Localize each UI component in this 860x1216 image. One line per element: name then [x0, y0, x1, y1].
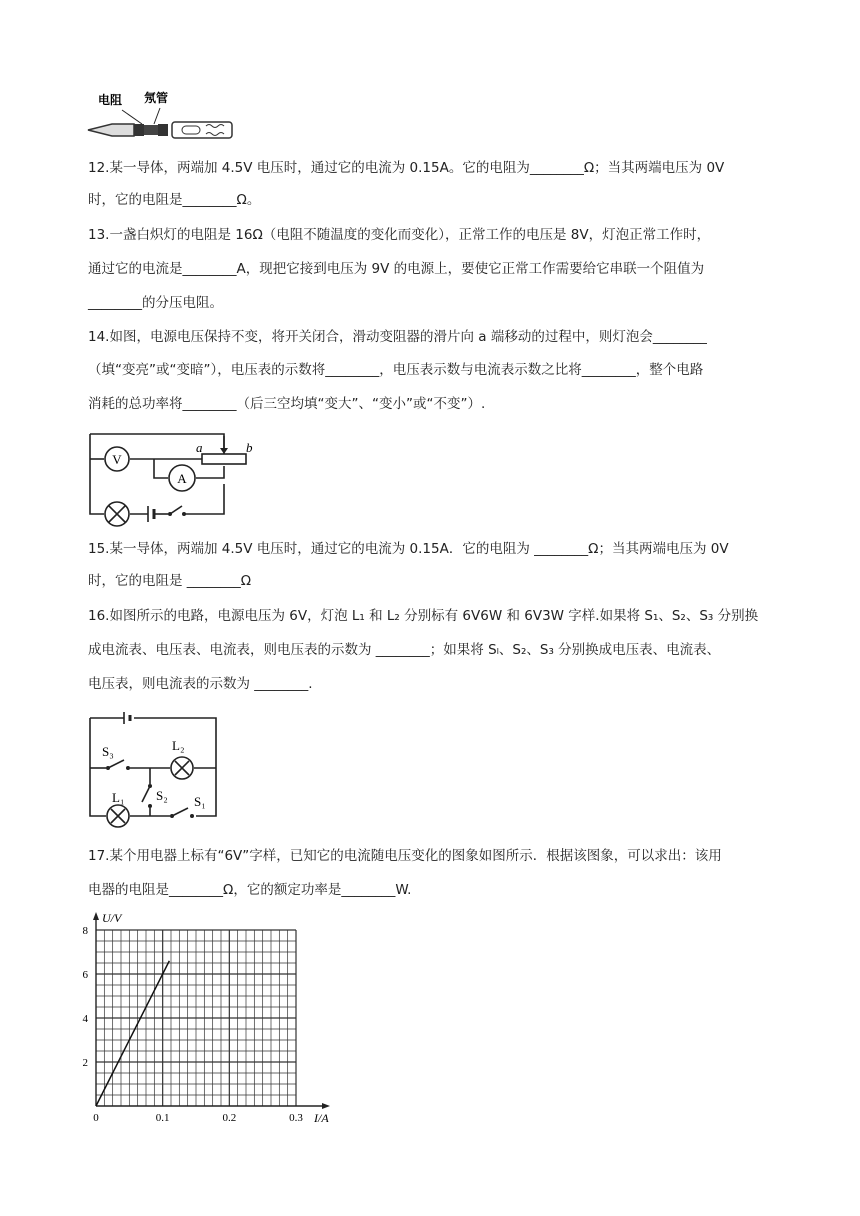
l1-label: L₁ — [112, 790, 125, 805]
end-b-label: b — [246, 440, 253, 455]
circuit-figure-q14 — [84, 428, 264, 528]
x-tick-label: 0 — [93, 1112, 99, 1124]
y-tick-labels — [83, 925, 89, 1069]
q17-line-1: 17.某个用电器上标有“6V”字样，已知它的电流随电压变化的图象如图所示．根据该图象，可以求出：该用 — [88, 848, 722, 864]
q15-line-1: 15.某一导体，两端加 4.5V 电压时，通过它的电流为 0.15A．它的电阻为 ________Ω；当其两端电压为 0V — [88, 541, 729, 557]
y-axis-label: U/V — [102, 911, 122, 925]
y-tick-label: 8 — [82, 925, 88, 937]
y-tick-label: 4 — [82, 1013, 88, 1025]
end-a-label: a — [196, 440, 203, 455]
q16-line-3: 电压表，则电流表的示数为 ________. — [88, 676, 313, 692]
s3-label: S₃ — [102, 744, 114, 759]
q14-line-1: 14.如图，电源电压保持不变，将开关闭合，滑动变阻器的滑片向 a 端移动的过程中，则灯泡会________ — [88, 329, 707, 345]
x-axis-arrow — [322, 1103, 330, 1109]
resistor-label: 电阻 — [98, 93, 123, 107]
x-tick-labels — [93, 1112, 303, 1124]
q16-line-1: 16.如图所示的电路，电源电压为 6V，灯泡 L₁ 和 L₂ 分别标有 6V6W 和 6V3W 字样.如果将 S₁、S₂、S₃ 分别换 — [88, 608, 759, 624]
q13-line-3: ________的分压电阻。 — [88, 295, 223, 311]
q12-line-2: 时，它的电阻是________Ω。 — [88, 192, 261, 208]
s1-label: S₁ — [194, 794, 206, 809]
l2-label: L₂ — [172, 738, 185, 753]
x-axis-label: I/A — [314, 1111, 329, 1125]
q17-line-2: 电器的电阻是________Ω，它的额定功率是________W. — [88, 882, 412, 898]
q14-line-3: 消耗的总功率将________（后三空均填“变大”、“变小”或“不变”）. — [88, 396, 486, 412]
x-tick-label: 0.2 — [222, 1112, 237, 1124]
y-axis-arrow — [93, 912, 99, 920]
y-tick-label: 6 — [82, 969, 88, 981]
circuit-figure-q16 — [84, 708, 234, 832]
u-i-chart — [76, 908, 346, 1128]
ammeter-label: A — [177, 471, 187, 486]
x-tick-label: 0.1 — [155, 1112, 170, 1124]
neon-tube-label: 氖管 — [144, 91, 169, 105]
q16-line-2: 成电流表、电压表、电流表，则电压表的示数为 ________；如果将 Sₗ、S₂、S₃ 分别换成电压表、电流表、 — [88, 642, 721, 658]
q13-line-2: 通过它的电流是________A，现把它接到电压为 9V 的电源上，要使它正常工作需要给它串联一个阻值为 — [88, 261, 705, 277]
q12-line-1: 12.某一导体，两端加 4.5V 电压时，通过它的电流为 0.15A。它的电阻为________Ω；当其两端电压为 0V — [88, 160, 725, 176]
voltmeter-label: V — [112, 452, 122, 467]
s2-label: S₂ — [156, 788, 168, 803]
q13-line-1: 13.一盏白炽灯的电阻是 16Ω（电阻不随温度的变化而变化），正常工作的电压是 8V，灯泡正常工作时， — [88, 227, 711, 243]
probe-figure — [82, 88, 242, 140]
chart-grid — [96, 930, 296, 1106]
y-tick-label: 2 — [82, 1057, 88, 1069]
x-tick-label: 0.3 — [289, 1112, 303, 1124]
q14-line-2: （填“变亮”或“变暗”），电压表的示数将________，电压表示数与电流表示数之比将________，整个电路 — [88, 362, 704, 378]
q15-line-2: 时，它的电阻是 ________Ω — [88, 573, 252, 589]
